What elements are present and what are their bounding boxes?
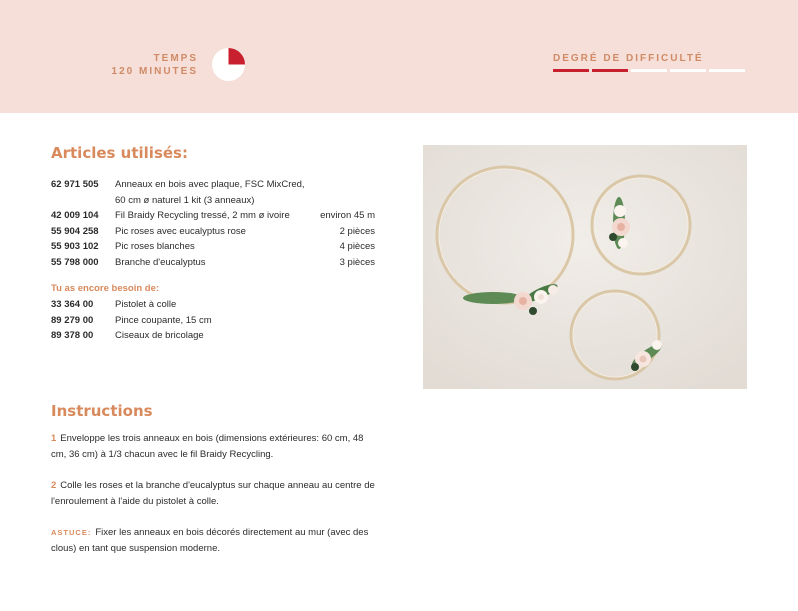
needs-title: Tu as encore besoin de:	[51, 283, 160, 294]
time-value: 120 MINUTES	[111, 66, 198, 77]
need-row	[51, 328, 375, 344]
article-row	[51, 224, 375, 240]
article-desc: Branche d'eucalyptus	[115, 256, 206, 268]
articles-title: Articles utilisés:	[51, 144, 188, 162]
step-text: Enveloppe les trois anneaux en bois (dimensions extérieures: 60 cm, 48 cm, 36 cm) à 1/3 chacun avec le fil Braidy Recycling.	[51, 433, 364, 460]
time-block	[112, 52, 198, 78]
article-desc: Fil Braidy Recycling tressé, 2 mm ø ivoire	[115, 210, 290, 221]
tip-label: ASTUCE:	[51, 528, 92, 537]
article-code: 55 904 258	[51, 225, 99, 237]
hoops-illustration	[423, 145, 747, 389]
step-1	[51, 431, 381, 462]
need-desc: Ciseaux de bricolage	[115, 330, 204, 341]
instructions-title: Instructions	[51, 402, 153, 420]
header-band	[0, 0, 798, 113]
article-qty: 2 pièces	[339, 225, 375, 237]
article-code: 62 971 505	[51, 179, 99, 190]
needs-list	[51, 297, 375, 344]
step-number: 2	[51, 480, 57, 491]
article-qty: 4 pièces	[339, 241, 375, 252]
article-qty	[369, 193, 375, 209]
tip-text: Fixer les anneaux en bois décorés directement au mur (avec des clous) en tant que suspension moderne.	[51, 527, 369, 554]
article-qty	[369, 177, 375, 193]
article-row	[51, 208, 375, 224]
difficulty-segment	[670, 69, 706, 72]
article-row	[51, 239, 375, 255]
need-desc: Pistolet à colle	[115, 299, 177, 310]
product-photo	[423, 145, 747, 389]
need-code: 33 364 00	[51, 299, 94, 310]
difficulty-block	[553, 52, 747, 72]
article-desc: Pic roses avec eucalyptus rose	[115, 225, 246, 237]
article-desc: 60 cm ø naturel 1 kit (3 anneaux)	[115, 194, 255, 206]
clock-icon	[211, 47, 246, 82]
difficulty-segment	[553, 69, 589, 72]
article-desc: Pic roses blanches	[115, 241, 195, 252]
tip	[51, 525, 381, 556]
article-row	[51, 177, 375, 193]
difficulty-segment	[592, 69, 628, 72]
step-number: 1	[51, 433, 57, 444]
need-code: 89 378 00	[51, 330, 94, 341]
difficulty-segment	[631, 69, 667, 72]
article-code: 55 903 102	[51, 241, 99, 252]
articles-list	[51, 177, 375, 270]
need-desc: Pince coupante, 15 cm	[115, 314, 212, 326]
article-row	[51, 255, 375, 271]
need-row	[51, 297, 375, 313]
article-qty: environ 45 m	[320, 210, 375, 221]
need-code: 89 279 00	[51, 314, 94, 326]
step-2	[51, 478, 381, 509]
instructions-body	[51, 431, 381, 572]
step-text: Colle les roses et la branche d'eucalyptus sur chaque anneau au centre de l'enroulement à l'aide du pistolet à colle.	[51, 480, 375, 507]
article-code: 55 798 000	[51, 256, 99, 268]
article-qty: 3 pièces	[339, 256, 375, 268]
need-row	[51, 313, 375, 329]
difficulty-label: DEGRÉ DE DIFFICULTÉ	[553, 53, 704, 64]
time-label: TEMPS	[153, 53, 198, 64]
difficulty-segment	[709, 69, 745, 72]
article-row	[51, 193, 375, 209]
difficulty-meter	[553, 69, 747, 72]
article-code	[51, 193, 115, 209]
article-code: 42 009 104	[51, 210, 99, 221]
article-desc: Anneaux en bois avec plaque, FSC MixCred,	[115, 179, 305, 190]
